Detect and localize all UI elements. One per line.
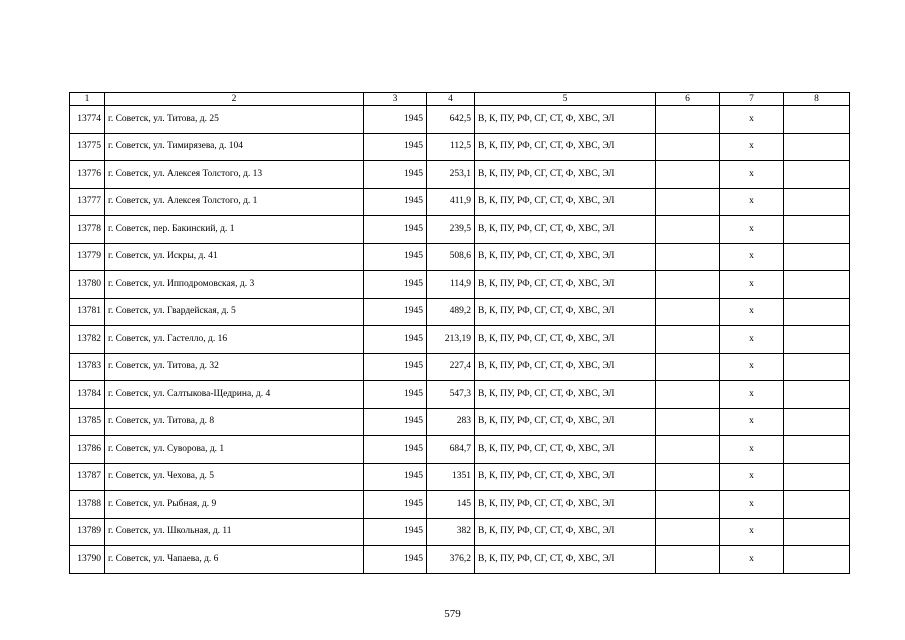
area-cell: 239,5 [427,216,475,244]
address-cell: г. Советск, ул. Ипподромовская, д. 3 [105,271,364,299]
address-cell: г. Советск, ул. Суворова, д. 1 [105,436,364,464]
column-8-cell [784,353,850,381]
systems-cell: В, К, ПУ, РФ, СГ, СТ, Ф, ХВС, ЭЛ [475,216,656,244]
column-6-cell [656,353,720,381]
column-8-cell [784,106,850,134]
area-cell: 411,9 [427,188,475,216]
column-7-cell: x [720,298,784,326]
column-8-cell [784,408,850,436]
column-7-cell: x [720,161,784,189]
year-cell: 1945 [364,161,427,189]
year-cell: 1945 [364,326,427,354]
area-cell: 376,2 [427,546,475,574]
row-number-cell: 13774 [70,106,105,134]
page-number: 579 [444,608,461,620]
column-header: 3 [364,93,427,106]
systems-cell: В, К, ПУ, РФ, СГ, СТ, Ф, ХВС, ЭЛ [475,106,656,134]
area-cell: 1351 [427,463,475,491]
column-8-cell [784,491,850,519]
row-number-cell: 13780 [70,271,105,299]
column-7-cell: x [720,353,784,381]
column-6-cell [656,216,720,244]
year-cell: 1945 [364,408,427,436]
area-cell: 112,5 [427,133,475,161]
area-cell: 547,3 [427,381,475,409]
address-cell: г. Советск, ул. Гвардейская, д. 5 [105,298,364,326]
column-8-cell [784,188,850,216]
column-7-cell: x [720,106,784,134]
column-7-cell: x [720,436,784,464]
row-number-cell: 13785 [70,408,105,436]
address-cell: г. Советск, ул. Чапаева, д. 6 [105,546,364,574]
address-cell: г. Советск, ул. Тимирязева, д. 104 [105,133,364,161]
year-cell: 1945 [364,298,427,326]
column-8-cell [784,161,850,189]
column-number-row [70,93,850,106]
row-number-cell: 13779 [70,243,105,271]
address-cell: г. Советск, ул. Гастелло, д. 16 [105,326,364,354]
row-number-cell: 13783 [70,353,105,381]
column-7-cell: x [720,463,784,491]
column-7-cell: x [720,381,784,409]
column-7-cell: x [720,491,784,519]
column-6-cell [656,381,720,409]
area-cell: 253,1 [427,161,475,189]
row-number-cell: 13788 [70,491,105,519]
row-number-cell: 13786 [70,436,105,464]
year-cell: 1945 [364,243,427,271]
row-number-cell: 13778 [70,216,105,244]
address-cell: г. Советск, ул. Титова, д. 8 [105,408,364,436]
table-row [70,161,850,189]
column-6-cell [656,463,720,491]
year-cell: 1945 [364,188,427,216]
systems-cell: В, К, ПУ, РФ, СГ, СТ, Ф, ХВС, ЭЛ [475,188,656,216]
column-6-cell [656,298,720,326]
column-6-cell [656,161,720,189]
housing-registry-table [69,92,850,574]
area-cell: 489,2 [427,298,475,326]
address-cell: г. Советск, ул. Чехова, д. 5 [105,463,364,491]
column-7-cell: x [720,133,784,161]
systems-cell: В, К, ПУ, РФ, СГ, СТ, Ф, ХВС, ЭЛ [475,271,656,299]
column-header: 5 [475,93,656,106]
systems-cell: В, К, ПУ, РФ, СГ, СТ, Ф, ХВС, ЭЛ [475,408,656,436]
column-8-cell [784,298,850,326]
systems-cell: В, К, ПУ, РФ, СГ, СТ, Ф, ХВС, ЭЛ [475,353,656,381]
column-6-cell [656,491,720,519]
address-cell: г. Советск, ул. Алексея Толстого, д. 13 [105,161,364,189]
column-7-cell: x [720,216,784,244]
address-cell: г. Советск, ул. Титова, д. 32 [105,353,364,381]
year-cell: 1945 [364,271,427,299]
systems-cell: В, К, ПУ, РФ, СГ, СТ, Ф, ХВС, ЭЛ [475,326,656,354]
table-row [70,408,850,436]
column-7-cell: x [720,518,784,546]
area-cell: 684,7 [427,436,475,464]
area-cell: 227,4 [427,353,475,381]
systems-cell: В, К, ПУ, РФ, СГ, СТ, Ф, ХВС, ЭЛ [475,298,656,326]
year-cell: 1945 [364,518,427,546]
row-number-cell: 13776 [70,161,105,189]
table-row [70,463,850,491]
year-cell: 1945 [364,436,427,464]
year-cell: 1945 [364,106,427,134]
table-row [70,353,850,381]
year-cell: 1945 [364,546,427,574]
systems-cell: В, К, ПУ, РФ, СГ, СТ, Ф, ХВС, ЭЛ [475,436,656,464]
row-number-cell: 13784 [70,381,105,409]
column-8-cell [784,271,850,299]
table-row [70,518,850,546]
address-cell: г. Советск, ул. Титова, д. 25 [105,106,364,134]
column-7-cell: x [720,408,784,436]
systems-cell: В, К, ПУ, РФ, СГ, СТ, Ф, ХВС, ЭЛ [475,463,656,491]
row-number-cell: 13790 [70,546,105,574]
column-6-cell [656,436,720,464]
table-row [70,381,850,409]
area-cell: 213,19 [427,326,475,354]
row-number-cell: 13782 [70,326,105,354]
column-7-cell: x [720,271,784,299]
column-6-cell [656,243,720,271]
area-cell: 145 [427,491,475,519]
systems-cell: В, К, ПУ, РФ, СГ, СТ, Ф, ХВС, ЭЛ [475,518,656,546]
column-7-cell: x [720,243,784,271]
systems-cell: В, К, ПУ, РФ, СГ, СТ, Ф, ХВС, ЭЛ [475,491,656,519]
column-7-cell: x [720,546,784,574]
address-cell: г. Советск, ул. Алексея Толстого, д. 1 [105,188,364,216]
column-8-cell [784,546,850,574]
column-8-cell [784,326,850,354]
column-7-cell: x [720,326,784,354]
systems-cell: В, К, ПУ, РФ, СГ, СТ, Ф, ХВС, ЭЛ [475,243,656,271]
column-6-cell [656,133,720,161]
year-cell: 1945 [364,491,427,519]
year-cell: 1945 [364,216,427,244]
table-row [70,243,850,271]
row-number-cell: 13775 [70,133,105,161]
address-cell: г. Советск, пер. Бакинский, д. 1 [105,216,364,244]
address-cell: г. Советск, ул. Салтыкова-Щедрина, д. 4 [105,381,364,409]
column-8-cell [784,243,850,271]
column-8-cell [784,381,850,409]
row-number-cell: 13777 [70,188,105,216]
area-cell: 283 [427,408,475,436]
row-number-cell: 13789 [70,518,105,546]
row-number-cell: 13787 [70,463,105,491]
table-row [70,271,850,299]
systems-cell: В, К, ПУ, РФ, СГ, СТ, Ф, ХВС, ЭЛ [475,546,656,574]
column-8-cell [784,436,850,464]
column-6-cell [656,271,720,299]
column-8-cell [784,216,850,244]
row-number-cell: 13781 [70,298,105,326]
systems-cell: В, К, ПУ, РФ, СГ, СТ, Ф, ХВС, ЭЛ [475,161,656,189]
table-row [70,188,850,216]
area-cell: 382 [427,518,475,546]
table-row [70,326,850,354]
table-row [70,491,850,519]
area-cell: 114,9 [427,271,475,299]
column-6-cell [656,518,720,546]
column-6-cell [656,106,720,134]
year-cell: 1945 [364,463,427,491]
column-8-cell [784,463,850,491]
year-cell: 1945 [364,133,427,161]
table-row [70,106,850,134]
column-8-cell [784,133,850,161]
table-row [70,133,850,161]
year-cell: 1945 [364,353,427,381]
column-header: 6 [656,93,720,106]
table-row [70,546,850,574]
area-cell: 508,6 [427,243,475,271]
address-cell: г. Советск, ул. Рыбная, д. 9 [105,491,364,519]
column-header: 2 [105,93,364,106]
column-6-cell [656,188,720,216]
address-cell: г. Советск, ул. Искры, д. 41 [105,243,364,271]
column-7-cell: x [720,188,784,216]
systems-cell: В, К, ПУ, РФ, СГ, СТ, Ф, ХВС, ЭЛ [475,381,656,409]
year-cell: 1945 [364,381,427,409]
table-body [70,93,850,574]
table-row [70,298,850,326]
table-row [70,216,850,244]
systems-cell: В, К, ПУ, РФ, СГ, СТ, Ф, ХВС, ЭЛ [475,133,656,161]
column-6-cell [656,408,720,436]
column-header: 8 [784,93,850,106]
column-header: 4 [427,93,475,106]
column-header: 1 [70,93,105,106]
column-6-cell [656,326,720,354]
table-row [70,436,850,464]
address-cell: г. Советск, ул. Школьная, д. 11 [105,518,364,546]
column-header: 7 [720,93,784,106]
column-6-cell [656,546,720,574]
area-cell: 642,5 [427,106,475,134]
column-8-cell [784,518,850,546]
